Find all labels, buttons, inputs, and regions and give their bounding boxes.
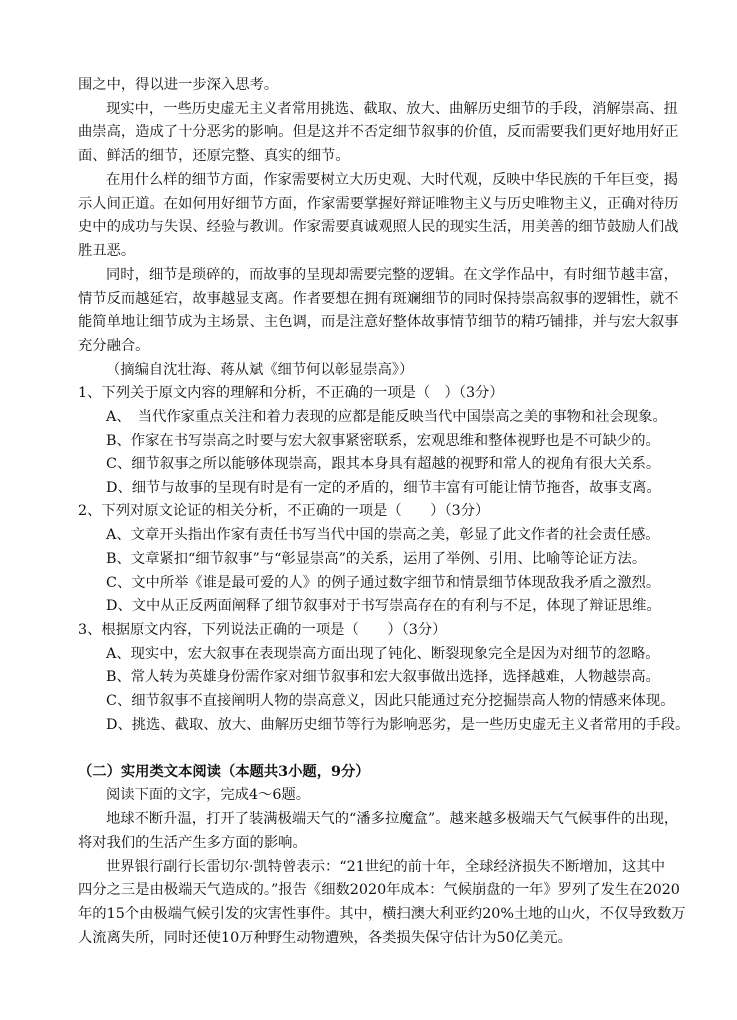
paragraph-line: 四分之三是由极端天气造成的。”报告《细数2020年成本：气候崩盘的一年》罗列了发生在2020 (78, 882, 680, 898)
source-citation: （摘编自沈壮海、蒋从斌《细节何以彰显崇高》） (106, 362, 414, 378)
question-stem: 1、下列关于原文内容的理解和分析，不正确的一项是（ ）（3分） (78, 385, 504, 401)
paragraph-line: 示人间正道。在如何用好细节方面，作家需要掌握好辩证唯物主义与历史唯物主义，正确对待历 (78, 196, 679, 212)
paragraph-line: 人流离失所，同时还使10万种野生动物遭殃，各类损失保守估计为50亿美元。 (78, 930, 572, 946)
paragraph-line: 面、鲜活的细节，还原完整、真实的细节。 (78, 148, 350, 164)
paragraph-line: 将对我们的生活产生多方面的影响。 (78, 835, 307, 851)
paragraph-line: 现实中，一些历史虚无主义者常用挑选、截取、放大、曲解历史细节的手段，消解崇高、扭 (106, 101, 678, 117)
section-heading: （二）实用类文本阅读（本题共3小题，9分） (78, 764, 370, 780)
instruction-text: 阅读下面的文字，完成4～6题。 (106, 787, 311, 803)
question-option: A、 当代作家重点关注和着力表现的应都是能反映当代中国崇高之美的事物和社会现象。 (106, 409, 667, 425)
question-option: B、常人转为英雄身份需作家对细节叙事和宏大叙事做出选择，选择越难，人物越崇高。 (106, 669, 660, 685)
paragraph-line: 在用什么样的细节方面，作家需要树立大历史观、大时代观，反映中华民族的千年巨变，揭 (106, 172, 678, 188)
question-option: C、文中所举《谁是最可爱的人》的例子通过数字细节和情景细节体现敌我矛盾之激烈。 (106, 575, 661, 591)
question-option: C、细节叙事不直接阐明人物的崇高意义，因此只能通过充分挖掘崇高人物的情感来体现。 (106, 693, 675, 709)
question-option: B、文章紧扣“细节叙事”与“彰显崇高”的关系，运用了举例、引用、比喻等论证方法。 (106, 551, 647, 567)
question-option: D、文中从正反两面阐释了细节叙事对于书写崇高存在的有利与不足，体现了辩证思维。 (106, 598, 661, 614)
paragraph-line: 能简单地让细节成为主场景、主色调，而是注意好整体故事情节细节的精巧铺排，并与宏大叙事 (78, 314, 679, 330)
paragraph-line: 情节反而越延宕，故事越显支离。作者要想在拥有斑斓细节的同时保持崇高叙事的逻辑性，就不 (78, 291, 679, 307)
paragraph-line: 世界银行副行长雷切尔·凯特曾表示：“21世纪的前十年，全球经济损失不断增加，这其中 (106, 859, 666, 875)
paragraph-line: 年的15个由极端气候引发的灾害性事件。其中，横扫澳大利亚约20%土地的山火，不仅导致数万 (78, 906, 686, 922)
paragraph-line: 史中的成功与失误、经验与教训。作家需要真诚观照人民的现实生活，用美善的细节鼓励人们战 (78, 219, 679, 235)
paragraph-line: 围之中，得以进一步深入思考。 (78, 77, 279, 93)
question-option: C、细节叙事之所以能够体现崇高，跟其本身具有超越的视野和常人的视角有很大关系。 (106, 456, 661, 472)
question-stem: 3、根据原文内容，下列说法正确的一项是（ ）（3分） (78, 622, 447, 638)
question-stem: 2、下列对原文论证的相关分析，不正确的一项是（ ）（3分） (78, 503, 490, 519)
paragraph-line: 充分融合。 (78, 338, 150, 354)
paragraph-line: 地球不断升温，打开了装满极端天气的“潘多拉魔盒”。越来越多极端天气气候事件的出现， (106, 811, 679, 827)
question-option: D、挑选、截取、放大、曲解历史细节等行为影响恶劣，是一些历史虚无主义者常用的手段。 (106, 717, 690, 733)
question-option: B、作家在书写崇高之时要与宏大叙事紧密联系，宏观思维和整体视野也是不可缺少的。 (106, 433, 660, 449)
question-option: A、现实中，宏大叙事在表现崇高方面出现了钝化、断裂现象完全是因为对细节的忽略。 (106, 646, 660, 662)
paragraph-line: 胜丑恶。 (78, 243, 136, 259)
paragraph-line: 同时，细节是琐碎的，而故事的呈现却需要完整的逻辑。在文学作品中，有时细节越丰富， (106, 267, 678, 283)
paragraph-line: 曲崇高，造成了十分恶劣的影响。但是这并不否定细节叙事的价值，反而需要我们更好地用好正 (78, 124, 679, 140)
question-option: A、文章开头指出作家有责任书写当代中国的崇高之美，彰显了此文作者的社会责任感。 (106, 527, 660, 543)
question-option: D、细节与故事的呈现有时是有一定的矛盾的，细节丰富有可能让情节拖沓，故事支离。 (106, 480, 661, 496)
